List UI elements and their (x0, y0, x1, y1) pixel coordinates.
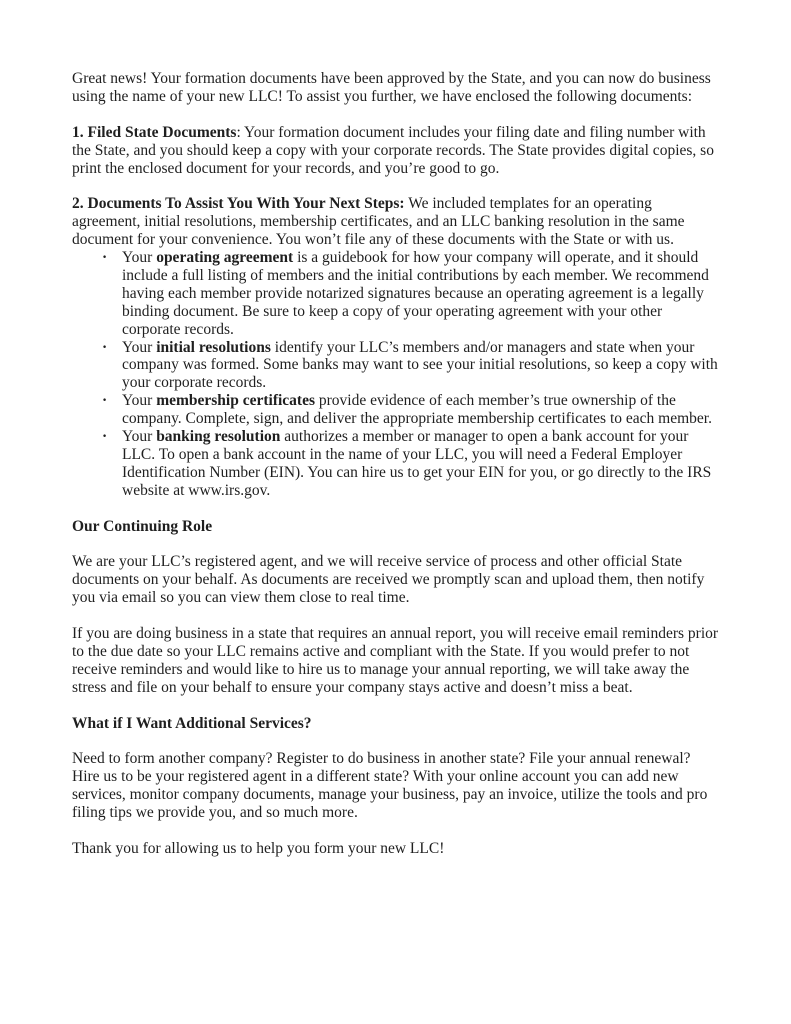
text-run: : Your formation document includes your filing date and filing number with the State, and you should keep a copy with your corporate records. The State provides digital copies, so print the enclosed document for your records, and you’re good to go. (72, 123, 714, 177)
text-run: Need to form another company? Register to do business in another state? File your annual renewal? Hire us to be your registered agent in a different state? With your online account you can add new services, monitor company documents, manage your business, pay an invoice, utilize the tools and pro filing tips we provide you, and so much more. (72, 750, 708, 822)
text-run: Your (122, 249, 157, 267)
list-item-initial-resolutions (72, 339, 720, 393)
bullet-list (72, 249, 720, 500)
bold-lead-filed-state-documents: 1. Filed State Documents (72, 123, 237, 141)
text-run: authorizes a member or manager to open a bank account for your LLC. To open a bank account in the name of your LLC, you will need a Federal Employer Identification Number (EIN). You can hire us to get your EIN for you, or go directly to the IRS website at www.irs.gov. (122, 428, 712, 499)
section-heading-additional-services: What if I Want Additional Services? (72, 714, 312, 732)
paragraph-annual-report (72, 625, 720, 697)
bold-term-operating-agreement: operating agreement (156, 249, 294, 267)
paragraph-filed-state-documents (72, 124, 720, 178)
bold-term-membership-certificates: membership certificates (156, 392, 316, 410)
text-run: is a guidebook for how your company will operate, and it should include a full listing of members and the initial contributions by each member. We recommend having each member provide notarized signatures because an operating agreement is a legally binding document. Be sure to keep a copy of your operating agreement with your other corporate records. (122, 249, 709, 338)
text-run: Your (122, 338, 157, 356)
text-run: Your (122, 428, 157, 446)
paragraph-registered-agent (72, 553, 720, 607)
bold-lead-next-steps: 2. Documents To Assist You With Your Next Steps: (72, 195, 405, 213)
text-run: We are your LLC’s registered agent, and we will receive service of process and other official State documents on your behalf. As documents are received we promptly scan and upload them, then notify you via email so you can view them close to real time. (72, 553, 705, 607)
bold-term-initial-resolutions: initial resolutions (156, 338, 271, 356)
paragraph-thank-you (72, 840, 720, 858)
list-item-banking-resolution (72, 428, 720, 500)
list-item-membership-certificates (72, 392, 720, 428)
paragraph-next-steps (72, 195, 720, 249)
paragraph-additional-services (72, 750, 720, 822)
paragraph-intro (72, 70, 720, 106)
list-item-operating-agreement (72, 249, 720, 339)
bullet-icon: · (102, 392, 108, 410)
text-run: If you are doing business in a state that requires an annual report, you will receive email reminders prior to the due date so your LLC remains active and compliant with the State. If you would prefer to not receive reminders and would like to hire us to manage your annual reporting, we will take away the stress and file on your behalf to ensure your company stays active and doesn’t miss a beat. (72, 625, 719, 696)
text-run: provide evidence of each member’s true ownership of the company. Complete, sign, and deliver the appropriate membership certificates to each member. (122, 392, 712, 428)
bold-term-banking-resolution: banking resolution (156, 428, 281, 446)
text-run: Thank you for allowing us to help you form your new LLC! (72, 839, 445, 857)
text-run: identify your LLC’s members and/or managers and state when your company was formed. Some banks may want to see your initial resolutions, so keep a copy with your corporate records. (122, 338, 718, 392)
bullet-icon: · (102, 338, 108, 356)
text-run: Your (122, 392, 157, 410)
bullet-icon: · (102, 249, 108, 267)
text-run: Great news! Your formation documents have been approved by the State, and you can now do business using the name of your new LLC! To assist you further, we have enclosed the following documents: (72, 70, 711, 105)
text-run: We included templates for an operating agreement, initial resolutions, membership certificates, and an LLC banking resolution in the same document for your convenience. You won’t file any of these documents with the State or with us. (72, 195, 685, 249)
bullet-icon: · (102, 428, 108, 446)
section-heading-continuing-role: Our Continuing Role (72, 517, 213, 535)
